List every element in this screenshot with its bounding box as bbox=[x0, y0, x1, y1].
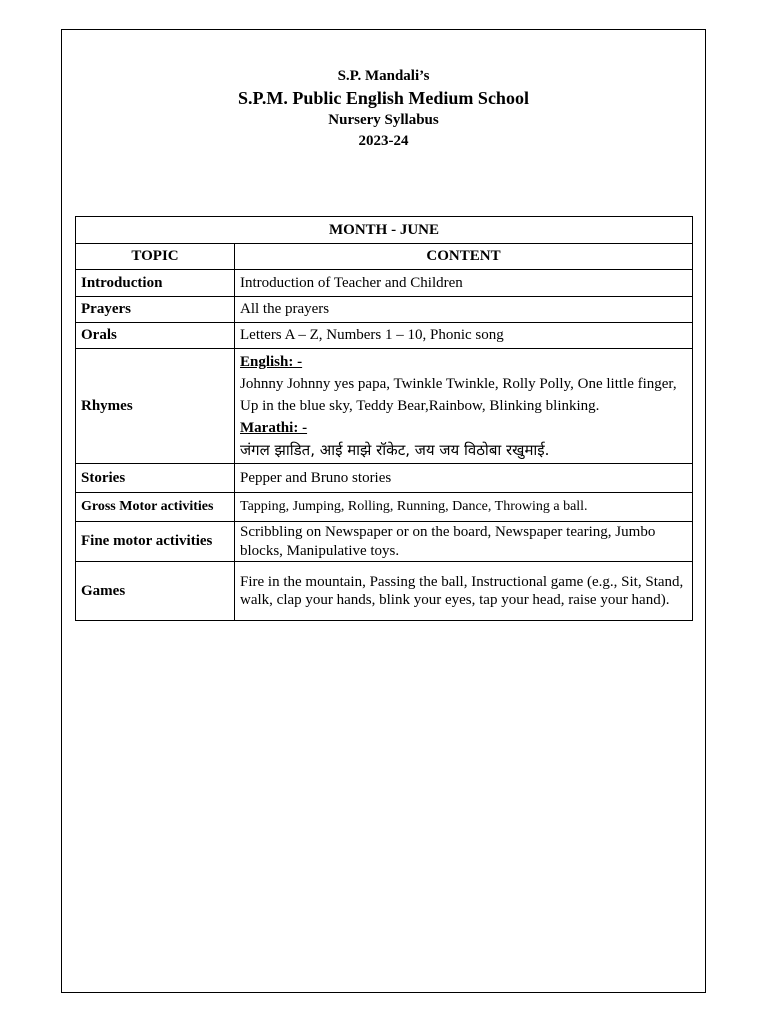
month-row bbox=[76, 217, 693, 244]
academic-year: 2023-24 bbox=[358, 133, 409, 149]
org-name: S.P. Mandali’s bbox=[337, 68, 430, 84]
content-cell: Introduction of Teacher and Children bbox=[235, 270, 693, 297]
table-row bbox=[76, 349, 693, 464]
content-cell: Fire in the mountain, Passing the ball, Instructional game (e.g., Sit, Stand, walk, clap your hands, blink your eyes, tap your head, raise your hand). bbox=[235, 562, 693, 621]
syllabus-title: Nursery Syllabus bbox=[328, 112, 439, 128]
marathi-label: Marathi: - bbox=[240, 420, 308, 436]
topic-cell: Stories bbox=[76, 464, 235, 493]
topic-cell: Games bbox=[76, 562, 235, 621]
content-cell: Tapping, Jumping, Rolling, Running, Dance, Throwing a ball. bbox=[235, 493, 693, 522]
header-row bbox=[76, 244, 693, 270]
syllabus-table bbox=[75, 216, 693, 621]
table-row bbox=[76, 464, 693, 493]
content-cell: Pepper and Bruno stories bbox=[235, 464, 693, 493]
english-rhymes: Johnny Johnny yes papa, Twinkle Twinkle, Rolly Polly, One little finger, Up in the blue sky, Teddy Bear,Rainbow, Blinking blinking. bbox=[240, 376, 677, 414]
content-cell: Scribbling on Newspaper or on the board, Newspaper tearing, Jumbo blocks, Manipulative toys. bbox=[235, 522, 693, 562]
topic-cell: Prayers bbox=[76, 297, 235, 323]
topic-column-header: TOPIC bbox=[76, 244, 235, 270]
table-row bbox=[76, 562, 693, 621]
month-title: MONTH - JUNE bbox=[76, 217, 693, 244]
topic-cell: Gross Motor activities bbox=[76, 493, 235, 522]
table-row bbox=[76, 522, 693, 562]
content-cell bbox=[235, 349, 693, 464]
table-row bbox=[76, 270, 693, 297]
table-row bbox=[76, 323, 693, 349]
school-name: S.P.M. Public English Medium School bbox=[238, 88, 529, 108]
english-label: English: - bbox=[240, 354, 303, 370]
content-column-header: CONTENT bbox=[235, 244, 693, 270]
marathi-rhymes: जंगल झाडित, आई माझे रॉकेट, जय जय विठोबा रखुमाई. bbox=[240, 441, 550, 459]
topic-cell: Orals bbox=[76, 323, 235, 349]
topic-cell: Introduction bbox=[76, 270, 235, 297]
topic-cell: Rhymes bbox=[76, 349, 235, 464]
document-header bbox=[61, 66, 706, 151]
content-cell: Letters A – Z, Numbers 1 – 10, Phonic song bbox=[235, 323, 693, 349]
table-row bbox=[76, 493, 693, 522]
table-row bbox=[76, 297, 693, 323]
content-cell: All the prayers bbox=[235, 297, 693, 323]
topic-cell: Fine motor activities bbox=[76, 522, 235, 562]
